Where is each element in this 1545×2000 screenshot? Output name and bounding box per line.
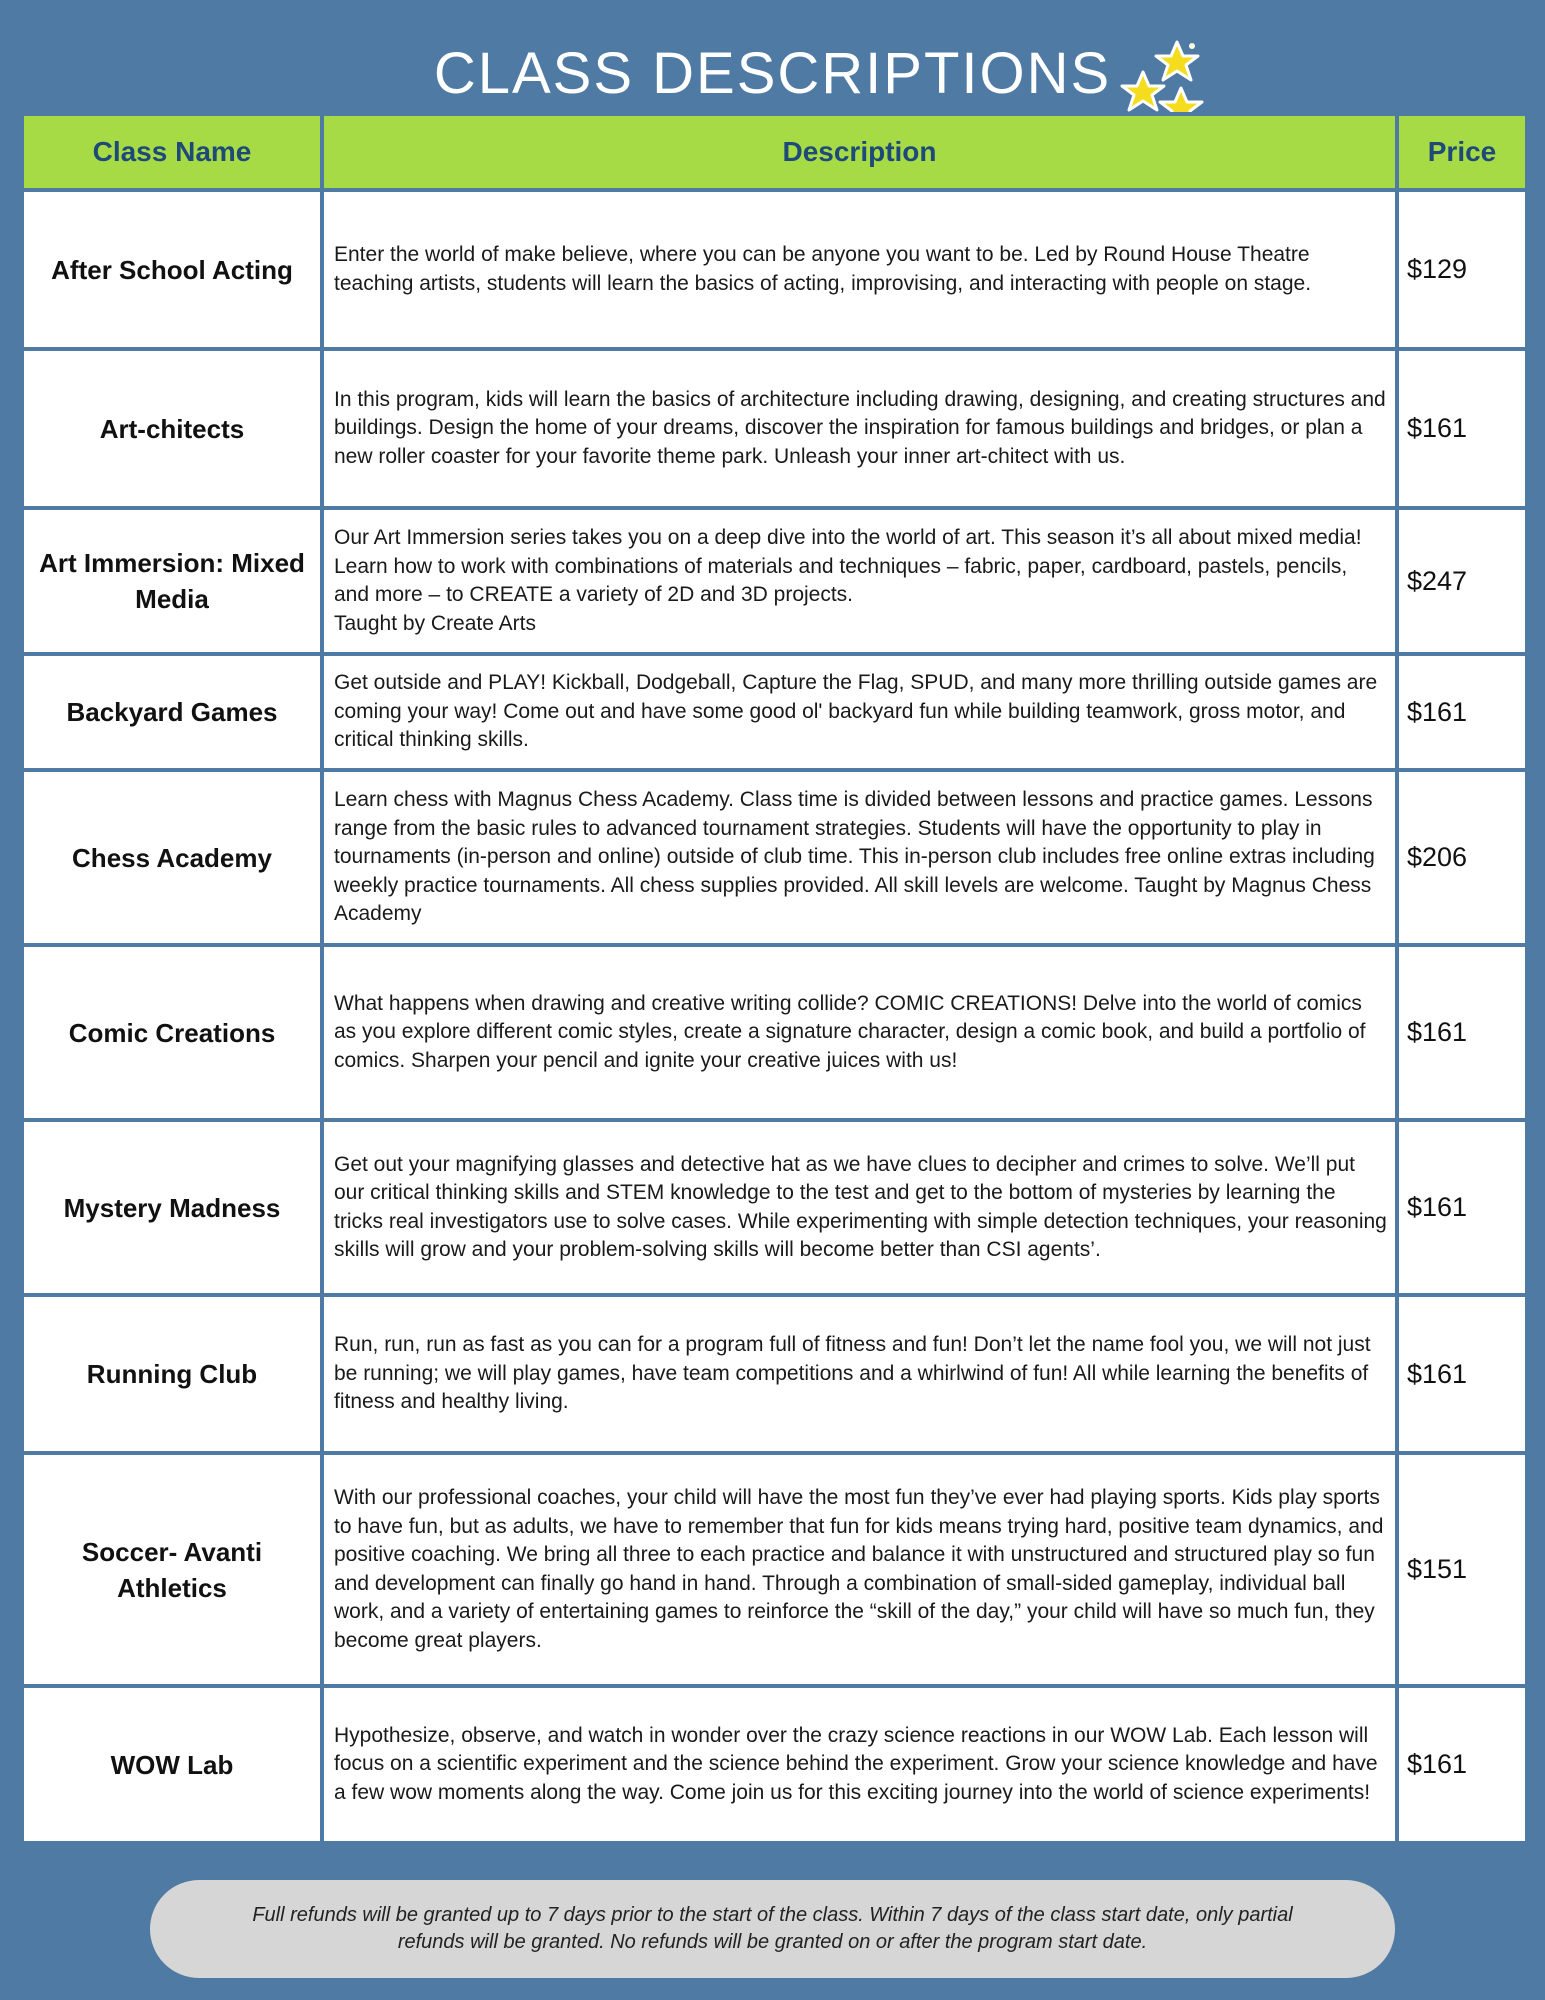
class-price: $161 <box>1397 1295 1527 1453</box>
class-description: Enter the world of make believe, where you can be anyone you want to be. Led by Round House Theatre teaching artists, students will learn the basics of acting, improvising, and interacting with people on stage. <box>322 190 1397 349</box>
class-name: Art-chitects <box>22 349 322 508</box>
class-description: In this program, kids will learn the basics of architecture including drawing, designing, and creating structures and buildings. Design the home of your dreams, discover the inspiration for famous buildings and bridges, or plan a new roller coaster for your favorite theme park. Unleash your inner art-chitect with us. <box>322 349 1397 508</box>
class-name: Comic Creations <box>22 945 322 1120</box>
table-row <box>22 1453 1527 1686</box>
class-name: WOW Lab <box>22 1686 322 1843</box>
class-description: Learn chess with Magnus Chess Academy. Class time is divided between lessons and practice games. Lessons range from the basic rules to advanced tournament strategies. Students will have the opportunity to play in tournaments (in-person and online) outside of club time. This in-person club includes free online extras including weekly practice tournaments. All chess supplies provided. All skill levels are welcome. Taught by Magnus Chess Academy <box>322 770 1397 945</box>
class-name: Art Immersion: Mixed Media <box>22 508 322 654</box>
class-description: Run, run, run as fast as you can for a program full of fitness and fun! Don’t let the name fool you, we will not just be running; we will play games, have team competitions and a whirlwind of fun! All while learning the benefits of fitness and healthy living. <box>322 1295 1397 1453</box>
class-description: With our professional coaches, your child will have the most fun they’ve ever had playing sports. Kids play sports to have fun, but as adults, we have to remember that fun for kids means trying hard, positive team dynamics, and positive coaching. We bring all three to each practice and balance it with unstructured and structured play so fun and development can finally go hand in hand. Through a combination of small-sided gameplay, individual ball work, and a variety of entertaining games to reinforce the “skill of the day,” your child will have so much fun, they become great players. <box>322 1453 1397 1686</box>
class-description: Our Art Immersion series takes you on a deep dive into the world of art. This season it’s all about mixed media! Learn how to work with combinations of materials and techniques – fabric, paper, cardboard, pastels, pencils, and more – to CREATE a variety of 2D and 3D projects. Taught by Create Arts <box>322 508 1397 654</box>
class-description: Get outside and PLAY! Kickball, Dodgeball, Capture the Flag, SPUD, and many more thrilling outside games are coming your way! Come out and have some good ol' backyard fun while building teamwork, gross motor, and critical thinking skills. <box>322 654 1397 770</box>
table-row <box>22 1295 1527 1453</box>
star-icon <box>1122 72 1164 110</box>
table-row <box>22 1120 1527 1295</box>
table-row <box>22 770 1527 945</box>
class-table <box>20 112 1529 1845</box>
refund-note <box>150 1880 1395 1978</box>
class-price: $129 <box>1397 190 1527 349</box>
class-name: Mystery Madness <box>22 1120 322 1295</box>
class-price: $206 <box>1397 770 1527 945</box>
table-row <box>22 349 1527 508</box>
table-row <box>22 190 1527 349</box>
class-name: Running Club <box>22 1295 322 1453</box>
class-name: Chess Academy <box>22 770 322 945</box>
table-row <box>22 508 1527 654</box>
refund-note-text: Full refunds will be granted up to 7 days prior to the start of the class. Within 7 days of the class start date, only partial refunds will be granted. No refunds will be granted on or after the program start date. <box>252 1904 1293 1953</box>
header-description: Description <box>322 114 1397 190</box>
header-price: Price <box>1397 114 1527 190</box>
class-price: $247 <box>1397 508 1527 654</box>
table-row <box>22 945 1527 1120</box>
header-class-name: Class Name <box>22 114 322 190</box>
class-description: What happens when drawing and creative writing collide? COMIC CREATIONS! Delve into the world of comics as you explore different comic styles, create a signature character, design a comic book, and build a portfolio of comics. Sharpen your pencil and ignite your creative juices with us! <box>322 945 1397 1120</box>
class-price: $161 <box>1397 1686 1527 1843</box>
table-header-row <box>22 114 1527 190</box>
class-price: $161 <box>1397 1120 1527 1295</box>
page-title: CLASS DESCRIPTIONS <box>433 41 1112 106</box>
class-price: $161 <box>1397 654 1527 770</box>
class-description: Get out your magnifying glasses and detective hat as we have clues to decipher and crimes to solve. We’ll put our critical thinking skills and STEM knowledge to the test and get to the bottom of mysteries by learning the tricks real investigators use to solve cases. While experimenting with simple detection techniques, your reasoning skills will grow and your problem-solving skills will become better than CSI agents’. <box>322 1120 1397 1295</box>
class-name: After School Acting <box>22 190 322 349</box>
table-row <box>22 654 1527 770</box>
class-description: Hypothesize, observe, and watch in wonder over the crazy science reactions in our WOW Lab. Each lesson will focus on a scientific experiment and the science behind the experiment. Grow your science knowledge and have a few wow moments along the way. Come join us for this exciting journey into the world of science experiments! <box>322 1686 1397 1843</box>
class-price: $151 <box>1397 1453 1527 1686</box>
class-price: $161 <box>1397 945 1527 1120</box>
class-name: Backyard Games <box>22 654 322 770</box>
class-price: $161 <box>1397 349 1527 508</box>
class-name: Soccer- Avanti Athletics <box>22 1453 322 1686</box>
table-row <box>22 1686 1527 1843</box>
